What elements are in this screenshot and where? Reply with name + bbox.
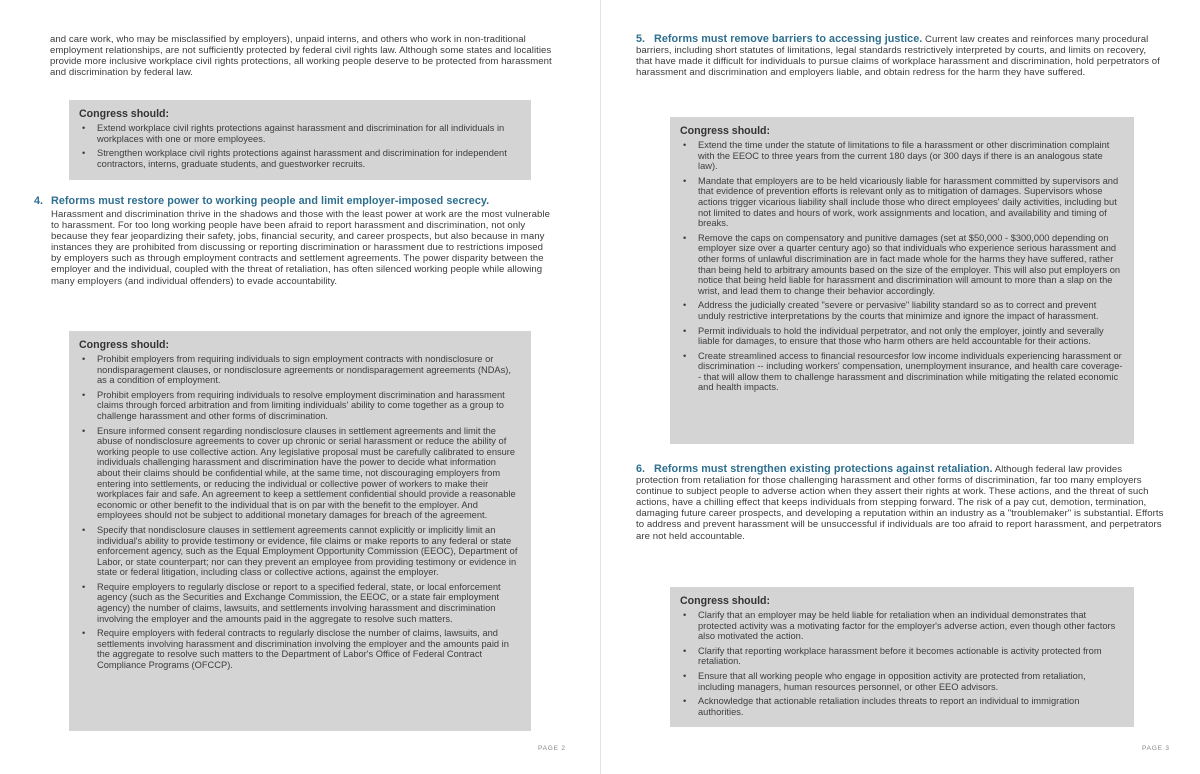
- list-item: • Prohibit employers from requiring individuals to sign employment contracts with nondisclosure or nondisparagement clauses, or nondisclosure agreements or nondisparagement agreements (NDAs), as a condition of employment.: [82, 354, 511, 386]
- list-item: • Prohibit employers from requiring individuals to resolve employment discrimination and harassment claims through forced arbitration and from limiting individuals' ability to come together as a group to challenge harassment and other forms of discrimination.: [82, 389, 505, 421]
- recommendation-list: [79, 123, 521, 169]
- list-item: • Permit individuals to hold the individual perpetrator, and not only the employer, jointly and severally liable for damages, to ensure that those who harm others are held accountable for their actions.: [683, 325, 1104, 347]
- list-item: • Clarify that reporting workplace harassment before it becomes actionable is activity protected from retaliation.: [683, 645, 1102, 667]
- congress-should-box-4: [670, 587, 1134, 727]
- box-title: Congress should:: [79, 108, 170, 120]
- section-5: 5. Reforms must remove barriers to accessing justice. Current law creates and reinforces many procedural barriers, including short statutes of limitations, legal standards restrictively interpreted by courts, and limits on recovery, that have made it difficult for individuals to pursue claims of workplace harassment and discrimination, hold perpetrators of harassment and discrimination and employers liable, and obtain redress for the harm they have suffered.: [636, 33, 1160, 79]
- list-item: • Extend the time under the statute of limitations to file a harassment or other discrimination complaint with the EEOC to three years from the current 180 days (or 300 days if there is an analogous state law).: [683, 140, 1110, 172]
- page-3: [600, 0, 1200, 774]
- congress-should-box-1: [69, 100, 531, 180]
- section-6: 6. Reforms must strengthen existing protections against retaliation. Although federal law provides protection from retaliation for those challenging harassment and other forms of discrimination, far too many employers continue to subject people to adverse action when they assert their rights at work. These actions, and the threat of such actions, have a chilling effect that keeps individuals from stepping forward. The risk of a pay cut, demotion, termination, damaging future career prospects, and developing a reputation within an industry as a "troublemaker" is substantial. Efforts to address and prevent harassment will be unsuccessful if individuals are too afraid to report harassment, and perpetrators are not held accountable.: [636, 463, 1164, 542]
- recommendation-list: [79, 354, 521, 671]
- box-title: Congress should:: [680, 595, 771, 607]
- intro-paragraph: and care work, who may be misclassified by employers), unpaid interns, and others who work in non-traditional employment relationships, are not sufficiently protected by federal civil rights law. Although some states and localities provide more inclusive workplace civil rights protections, all working people deserve to be protected from harassment and discrimination by federal law.: [50, 34, 552, 79]
- recommendation-list: [680, 140, 1124, 393]
- list-item: • Extend workplace civil rights protections against harassment and discrimination for all individuals in workplaces with one or more employees.: [82, 123, 505, 144]
- section-4-heading: 4. Reforms must restore power to working people and limit employer-imposed secrecy.: [34, 195, 490, 207]
- section-4-body: Harassment and discrimination thrive in the shadows and those with the least power at work are the most vulnerable to harassment. For too long working people have been afraid to report harassment and discrimination, not only because they fear jeopardizing their safety, jobs, financial security, and career prospects, but also because in many instances they are prohibited from discussing or reporting discrimination or harassment due to restrictions imposed by employers such as through employment contracts and settlement agreements. The power disparity between the employer and the individual, coupled with the threat of retaliation, has often silenced working people while allowing many employers (and individual offenders) to evade accountability.: [51, 209, 550, 287]
- list-item: • Address the judicially created "severe or pervasive" liability standard so as to correct and prevent unduly restrictive interpretations by the courts that minimize and ignore the impact of harassment.: [683, 300, 1099, 321]
- section-5-body: Current law creates and reinforces many procedural barriers, including short statutes of limitations, legal standards restrictively interpreted by courts, and limits on recovery, that have made it difficult for individuals to pursue claims of workplace harassment and discrimination, hold perpetrators of harassment and discrimination and employers liable, and obtain redress for the harm they have suffered.: [636, 34, 1160, 79]
- section-6-body: Although federal law provides protection from retaliation for those challenging harassment and other forms of discrimination, far too many employers continue to subject people to adverse action when they assert their rights at work. These actions, and the threat of such actions, have a chilling effect that keeps individuals from stepping forward. The risk of a pay cut, demotion, termination, damaging future career prospects, and developing a reputation within an industry as a "troublemaker" is substantial. Efforts to address and prevent harassment will be unsuccessful if individuals are too afraid to report harassment, and perpetrators are not held accountable.: [636, 464, 1164, 542]
- list-item: • Strengthen workplace civil rights protections against harassment and discrimination for independent contractors, interns, graduate students, and guestworker recruits.: [82, 148, 507, 169]
- list-item: • Specify that nondisclosure clauses in settlement agreements cannot explicitly or implicitly limit an individual's ability to provide testimony or evidence, file claims or make reports to any federal or state enforcement agency, such as the Equal Employment Opportunity Commission (EEOC), Department of Labor, or state counterpart; nor can they prevent an employee from providing testimony or evidence in state or federal litigation, including class or collective actions, against the employer.: [82, 524, 518, 578]
- list-item: • Create streamlined access to financial resourcesfor low income individuals experiencing harassment or discrimination -- including workers' compensation, unemployment insurance, and health care coverage-- that will allow them to challenge harassment and discrimination while mitigating the related economic and health impacts.: [683, 350, 1123, 393]
- page-number: PAGE 3: [1142, 745, 1170, 752]
- list-item: • Ensure that all working people who engage in opposition activity are protected from retaliation, including managers, human resources personnel, or other EEO advisors.: [683, 670, 1086, 692]
- box-title: Congress should:: [79, 339, 170, 351]
- section-4: [34, 196, 555, 207]
- page-number: PAGE 2: [538, 745, 566, 752]
- section-6-heading: Reforms must strengthen existing protections against retaliation.: [654, 463, 993, 475]
- congress-should-box-3: [670, 117, 1134, 444]
- box-title: Congress should:: [680, 125, 771, 137]
- list-item: • Acknowledge that actionable retaliation includes threats to report an individual to immigration authorities.: [683, 696, 1080, 717]
- list-item: • Remove the caps on compensatory and punitive damages (set at $50,000 - $300,000 depending on employer size over a quarter century ago) so that individuals who experience serious harassment and other forms of unlawful discrimination are in fact made whole for the harms they have suffered, rather than being held to arbitrary amounts based on the size of the employer. This will also put employers on notice that being held liable for harassment and discrimination will amount to more than a slap on the wrist, and lead them to change their behavior accordingly.: [683, 232, 1121, 296]
- list-item: • Require employers with federal contracts to regularly disclose the number of claims, lawsuits, and settlements involving harassment and discrimination involving the employer and the amounts paid in the aggregate to resolve such matters to the Department of Labor's Office of Federal Contract Compliance Programs (OFCCP).: [82, 628, 509, 671]
- list-item: • Require employers to regularly disclose or report to a specified federal, state, or local enforcement agency (such as the Securities and Exchange Commission, the EEOC, or a state fair employment agency) the number of claims, lawsuits, and settlements involving harassment and discrimination involving the employer and the amounts paid in the aggregate to resolve such matters.: [82, 581, 501, 624]
- list-item: • Ensure informed consent regarding nondisclosure clauses in settlement agreements and limit the abuse of nondisclosure agreements to cover up chronic or serial harassment or reduce the ability of working people to use collective action. Any legislative proposal must be carefully calibrated to ensure individuals challenging harassment and discrimination have the power to decide what information about their claims should be confidential while, at the same time, not discouraging employers from entering into settlements, or reducing the individual or collective power of workers to make their workplaces fair and safe. An agreement to keep a settlement confidential should provide a reasonable economic or other benefit to the individual that is on par with the benefit to the employer. And employees should not be subject to additional monetary damages for breach of the agreement.: [82, 425, 516, 521]
- list-item: • Mandate that employers are to be held vicariously liable for harassment committed by supervisors and that evidence of prevention efforts is relevant only as to mitigation of damages. Supervisors whose actions trigger vicarious liability shall include those who direct employees' daily activities, including but not limited to dates and hours of work, work assignments and location, and availability and timing of breaks.: [683, 175, 1119, 229]
- section-5-heading: Reforms must remove barriers to accessing justice.: [654, 33, 923, 45]
- recommendation-list: [680, 610, 1124, 717]
- congress-should-box-2: [69, 331, 531, 731]
- list-item: • Clarify that an employer may be held liable for retaliation when an individual demonstrates that protected activity was a motivating factor for the employer's adverse action, even though other factors also motivated the action.: [683, 610, 1116, 642]
